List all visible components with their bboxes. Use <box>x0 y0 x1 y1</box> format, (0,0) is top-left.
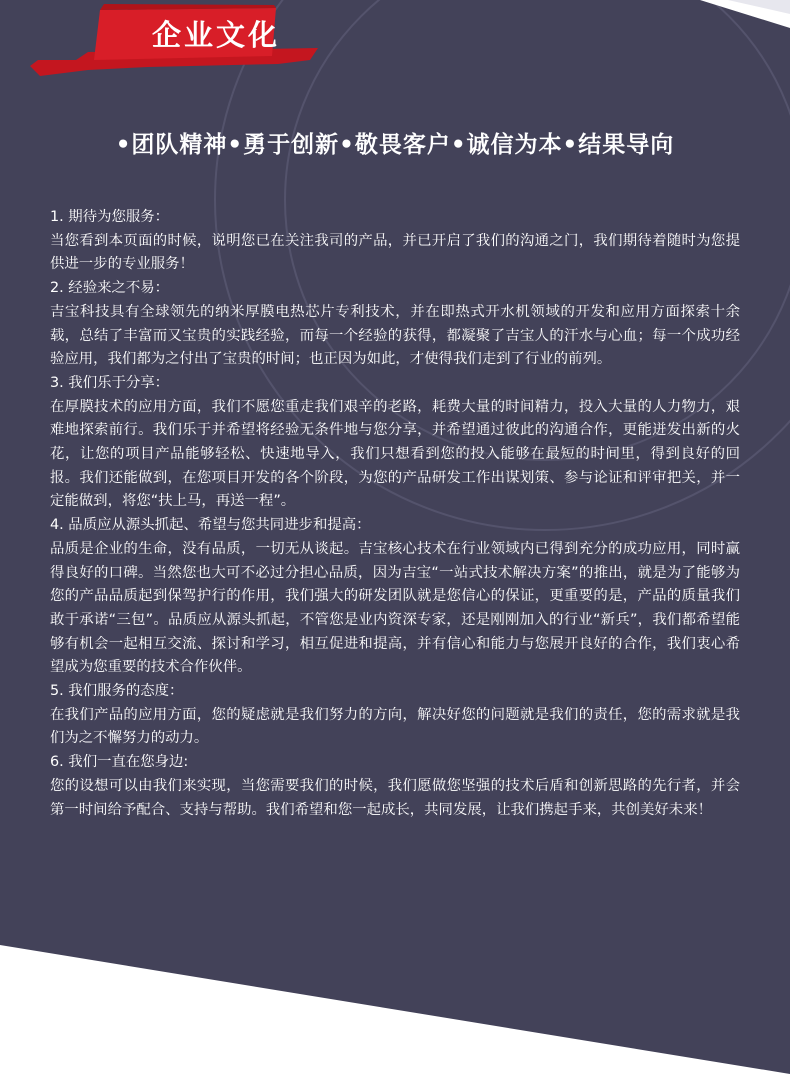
section-title: 2. 经验来之不易： <box>50 280 170 297</box>
badge-label: 企业文化 <box>152 18 281 52</box>
section-title: 3. 我们乐于分享： <box>50 374 170 391</box>
section-body: 当您看到本页面的时候，说明您已在关注我司的产品，并已开启了我们的沟通之门，我们期待着随时为您提供进一步的专业服务！ <box>50 232 740 273</box>
section-title: 6. 我们一直在您身边: <box>50 754 189 771</box>
section-title: 1. 期待为您服务： <box>50 209 170 225</box>
section-body: 吉宝科技具有全球领先的纳米厚膜电热芯片专利技术，并在即热式开水机领域的开发和应用方面探索十余载，总结了丰富而又宝贵的实践经验，而每一个经验的获得，都凝聚了吉宝人的汗水与心血；每一个成功经验应用，我们都为之付出了宝贵的时间；也正因为如此，才使得我们走到了行业的前列。 <box>50 303 740 368</box>
section-title: 5. 我们服务的态度： <box>50 683 184 700</box>
section-body: 您的设想可以由我们来实现，当您需要我们的时候，我们愿做您坚强的技术后盾和创新思路的先行者，并会第一时间给予配合、支持与帮助。我们希望和您一起成长，共同发展，让我们携起手来，共创美好未来！ <box>50 777 740 818</box>
section-body: 在厚膜技术的应用方面，我们不愿您重走我们艰辛的老路，耗费大量的时间精力，投入大量的人力物力，艰难地探索前行。我们乐于并希望将经验无条件地与您分享，并希望通过彼此的沟通合作，更能迸发出新的火花，让您的项目产品能够轻松、快速地导入，我们只想看到您的投入能够在最短的时间里，得到良好的回报。我们还能做到，在您项目开发的各个阶段，为您的产品研发工作出谋划策、参与论证和评审把关，并一定能做到，将您“扶上马，再送一程”。 <box>50 398 740 510</box>
section-badge <box>28 4 318 82</box>
section-body: 在我们产品的应用方面，您的疑虑就是我们努力的方向，解决好您的问题就是我们的责任，您的需求就是我们为之不懈努力的动力。 <box>50 706 740 747</box>
section-body: 品质是企业的生命，没有品质，一切无从谈起。吉宝核心技术在行业领域内已得到充分的成功应用，同时赢得良好的口碑。当然您也大可不必过分担心品质，因为吉宝“一站式技术解决方案”的推出，就是为了能够为您的产品品质起到保驾护行的作用，我们强大的研发团队就是您信心的保证，更重要的是，产品的质量我们敢于承诺“三包”。品质应从源头抓起，不管您是业内资深专家，还是刚刚加入的行业“新兵”，我们都希望能够有机会一起相互交流、探讨和学习，相互促进和提高，并有信心和能力与您展开良好的合作，我们衷心希望成为您重要的技术合作伙伴。 <box>50 540 740 676</box>
section-title: 4. 品质应从源头抓起、希望与您共同进步和提高： <box>50 517 371 534</box>
culture-content <box>50 206 740 822</box>
culture-slogan: •团队精神•勇于创新•敬畏客户•诚信为本•结果导向 <box>115 132 675 158</box>
